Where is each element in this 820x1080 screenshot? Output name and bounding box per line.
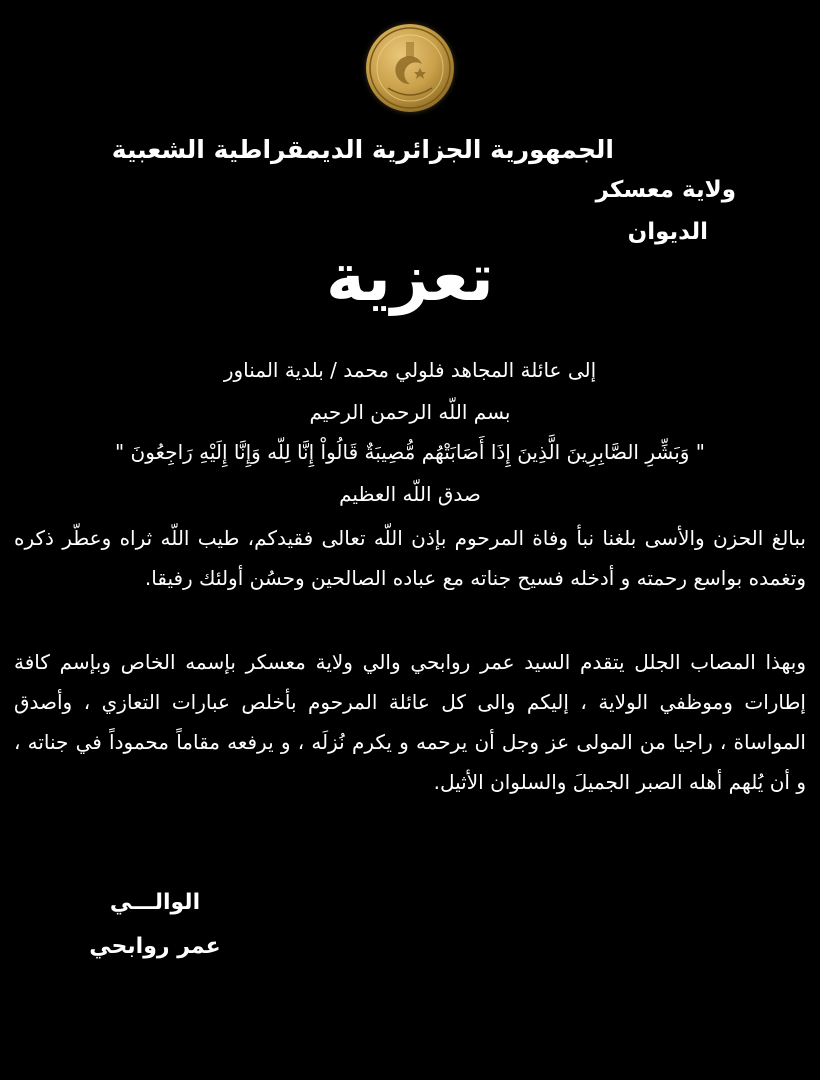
addressee-line: إلى عائلة المجاهد فلولي محمد / بلدية المناور (223, 358, 597, 382)
office-name: الديوان (627, 219, 708, 245)
signature-role: الوالـــي (109, 890, 201, 915)
algeria-national-seal-icon (366, 24, 454, 112)
signature-name: عمر روابحي (89, 934, 221, 959)
republic-heading: الجمهورية الجزائرية الديمقراطية الشعبية (111, 135, 614, 164)
page-title: تعزية (326, 239, 494, 316)
closing-phrase: صدق اللّه العظيم (339, 482, 481, 506)
basmala-line: بسم اللّه الرحمن الرحيم (309, 400, 511, 424)
body-paragraph-1: ببالغ الحزن والأسى بلغنا نبأ وفاة المرحوم بإذن اللّه تعالى فقيدكم، طيب اللّه ثراه وعطّر ذكره وتغمده بواسع رحمته و أدخله فسيح جناته مع عباده الصالحين وحسُن أولئك رفيقا. (14, 526, 806, 590)
body-paragraph-2: وبهذا المصاب الجلل يتقدم السيد عمر روابحي والي ولاية معسكر بإسمه الخاص وبإسم كافة إطارات وموظفي الولاية ، إليكم والى كل عائلة المرحوم بأخلص عبارات التعازي ، وأصدق المواساة ، راجيا من المولى عز وجل أن يرحمه و يكرم نُزلَه ، و يرفعه مقاماً محموداً في جناته ، و أن يُلهم أهله الصبر الجميلَ والسلوان الأثيل. (14, 650, 806, 794)
wilaya-name: ولاية معسكر (595, 177, 736, 203)
quran-verse: " وَبَشِّرِ الصَّابِرِينَ الَّذِينَ إِذَا أَصَابَتْهُم مُّصِيبَةٌ قَالُواْ إِنَّا لِلّه وَإِنَّا إِلَيْهِ رَاجِعُونَ " (114, 440, 706, 464)
